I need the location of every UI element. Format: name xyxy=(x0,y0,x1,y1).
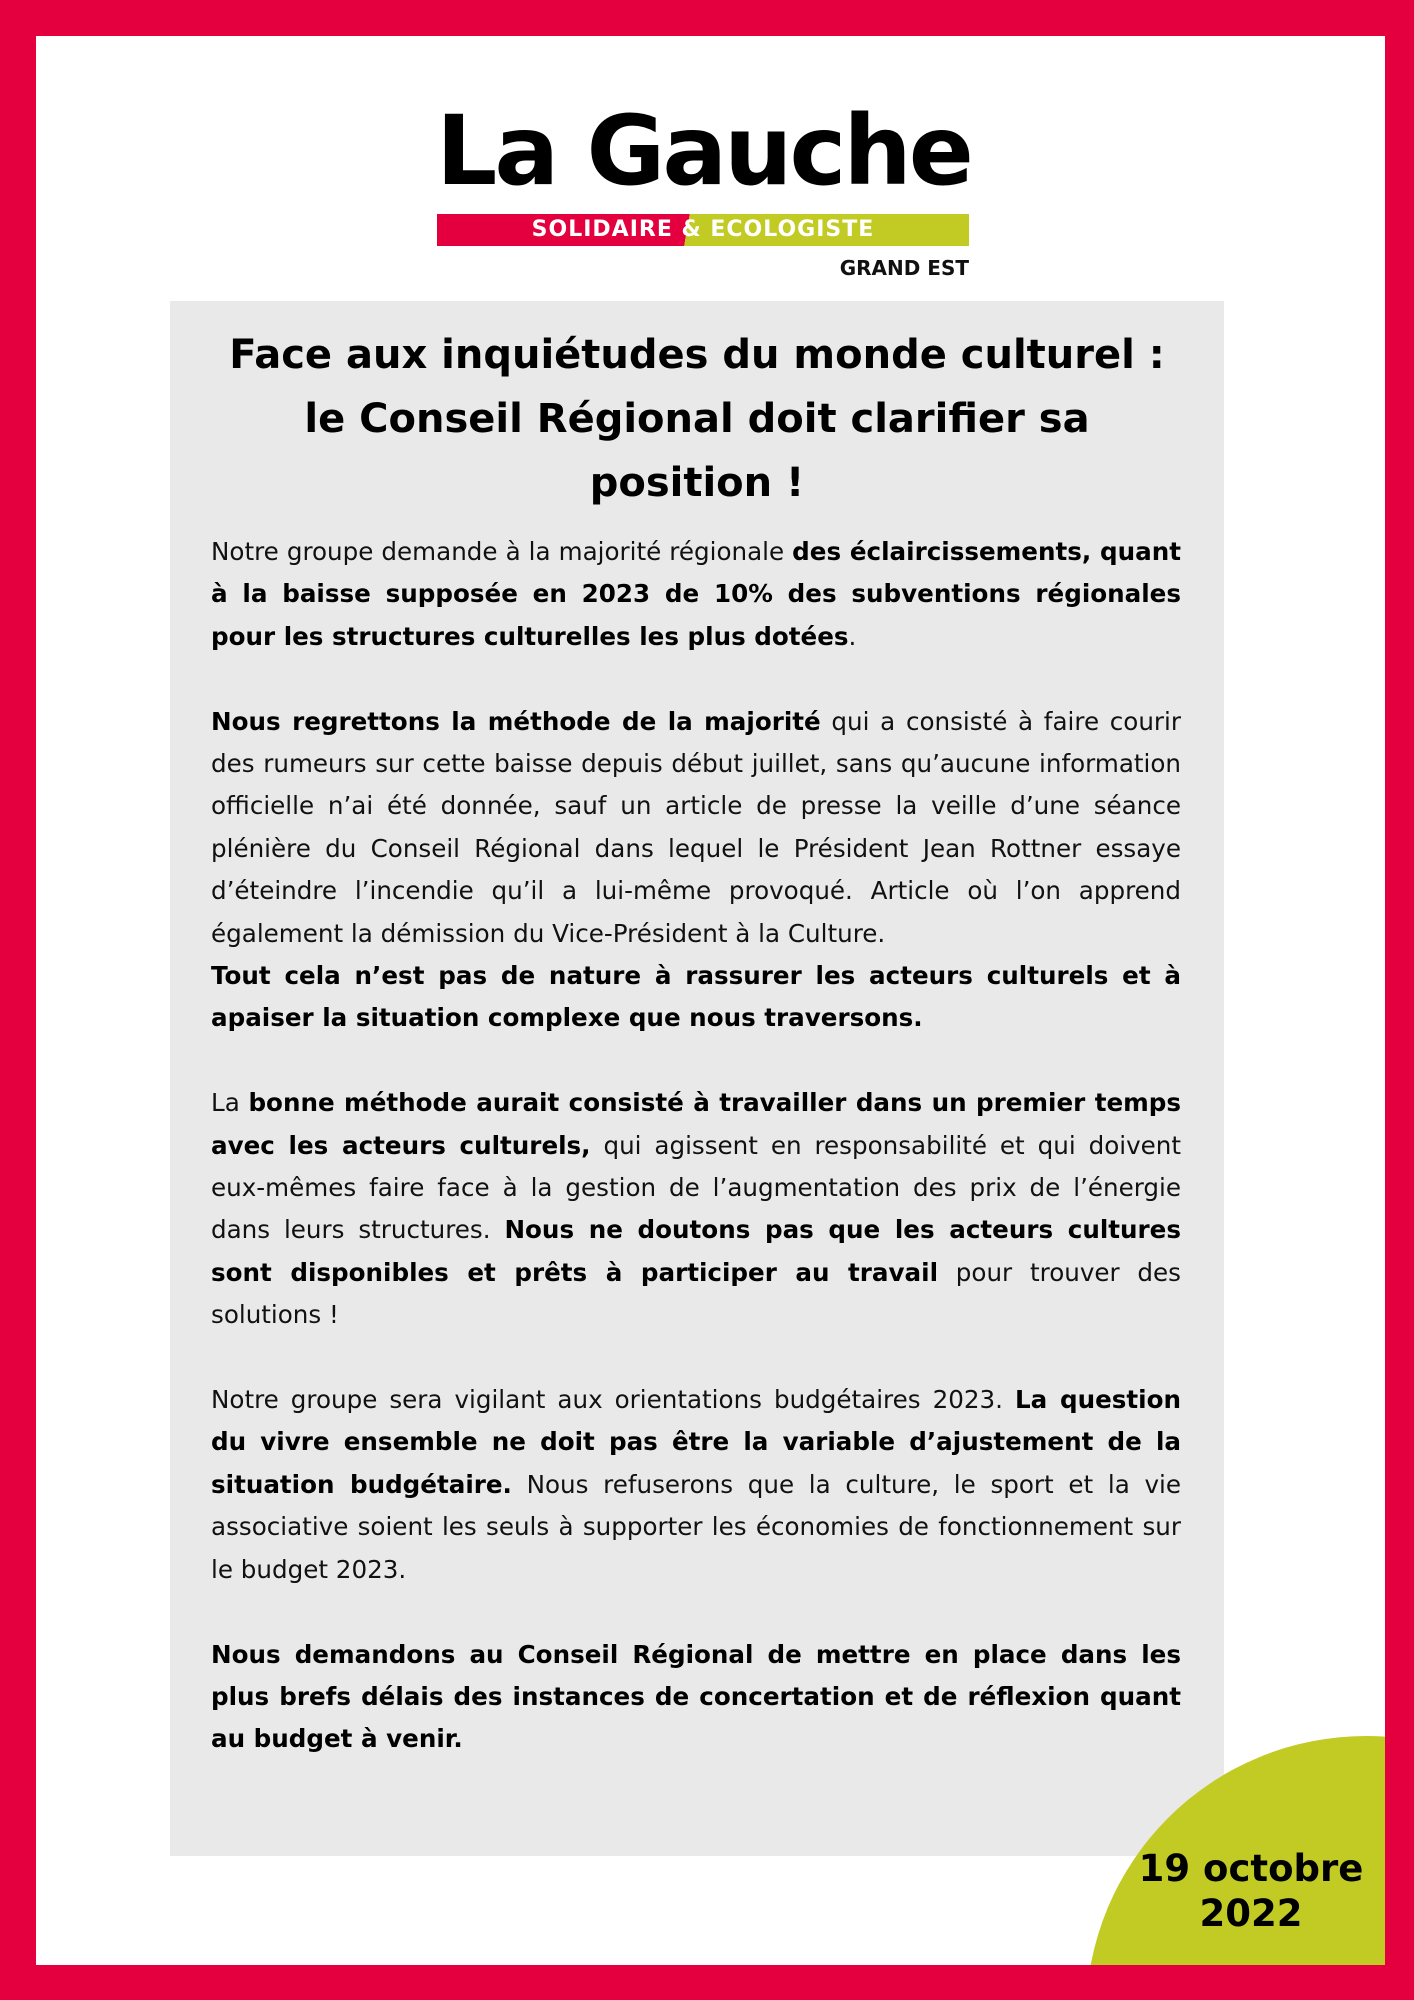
p3-bold: Tout cela n’est pas de nature à rassurer les acteurs culturels et à apaiser la situation complexe que nous traversons. xyxy=(211,961,1181,1033)
p2-bold: Nous regrettons la méthode de la majorité xyxy=(211,706,821,736)
p5-text-a: Notre groupe sera vigilant aux orientations budgétaires 2023. xyxy=(211,1385,1015,1415)
logo-region: GRAND EST xyxy=(839,256,969,280)
date-line-1: 19 octobre xyxy=(1138,1847,1364,1890)
p5-bold-b: La question du vivre ensemble ne doit pas être la variable d’ajustement de la situation budgétaire. xyxy=(211,1385,1181,1499)
logo-title: La Gauche xyxy=(436,95,971,207)
p1-text: Notre groupe demande à la majorité régionale xyxy=(211,537,793,566)
body-text xyxy=(211,531,1181,1761)
logo xyxy=(431,86,991,306)
date-badge xyxy=(1126,1846,1376,1936)
p4-text-a: La xyxy=(211,1088,249,1118)
logo-band: SOLIDAIRE & ECOLOGISTE xyxy=(437,214,969,246)
p1-bold: des éclaircissements, quant à la baisse supposée en 2023 de 10% des subventions régionales pour les structures culturelles les plus dotées xyxy=(211,537,1181,651)
p6-bold: Nous demandons au Conseil Régional de mettre en place dans les plus brefs délais des instances de concertation et de réflexion quant au budget à venir. xyxy=(211,1639,1181,1754)
p4-text-c: qui agissent en responsabilité et qui doivent eux-mêmes faire face à la gestion de l’augmentation des prix de l’énergie dans leurs structures. xyxy=(211,1130,1181,1245)
p4-bold-d: Nous ne doutons pas que les acteurs cultures sont disponibles et prêts à participer au travail xyxy=(211,1215,1181,1287)
paragraph-1 xyxy=(211,531,1181,658)
date-line-2: 2022 xyxy=(1199,1892,1303,1935)
paragraph-4 xyxy=(211,1082,1181,1336)
paragraph-2 xyxy=(211,701,1181,955)
paragraph-6 xyxy=(211,1634,1181,1761)
page-title: Face aux inquiétudes du monde culturel : le Conseil Régional doit clarifier sa position ! xyxy=(229,332,1165,506)
p2-text: qui a consisté à faire courir des rumeurs sur cette baisse depuis début juillet, sans qu’aucune information officielle n’ai été donnée, sauf un article de presse la veille d’une séance plénière du Conseil Régional dans lequel le Président Jean Rottner essaye d’éteindre l’incendie qu’il a lui-même provoqué. Article où l’on apprend également la démission du Vice-Président à la Culture. xyxy=(211,706,1181,948)
p4-bold-b: bonne méthode aurait consisté à travailler dans un premier temps avec les acteurs culturels, xyxy=(211,1088,1181,1160)
p5-text-c: Nous refuserons que la culture, le sport et la vie associative soient les seuls à supporter les économies de fonctionnement sur le budget 2023. xyxy=(211,1469,1181,1584)
page xyxy=(36,36,1385,1965)
paragraph-5 xyxy=(211,1379,1181,1591)
paragraph-3 xyxy=(211,955,1181,1040)
p4-text-e: pour trouver des solutions ! xyxy=(211,1257,1181,1330)
content-panel xyxy=(170,301,1224,1856)
p1-end: . xyxy=(848,621,857,651)
